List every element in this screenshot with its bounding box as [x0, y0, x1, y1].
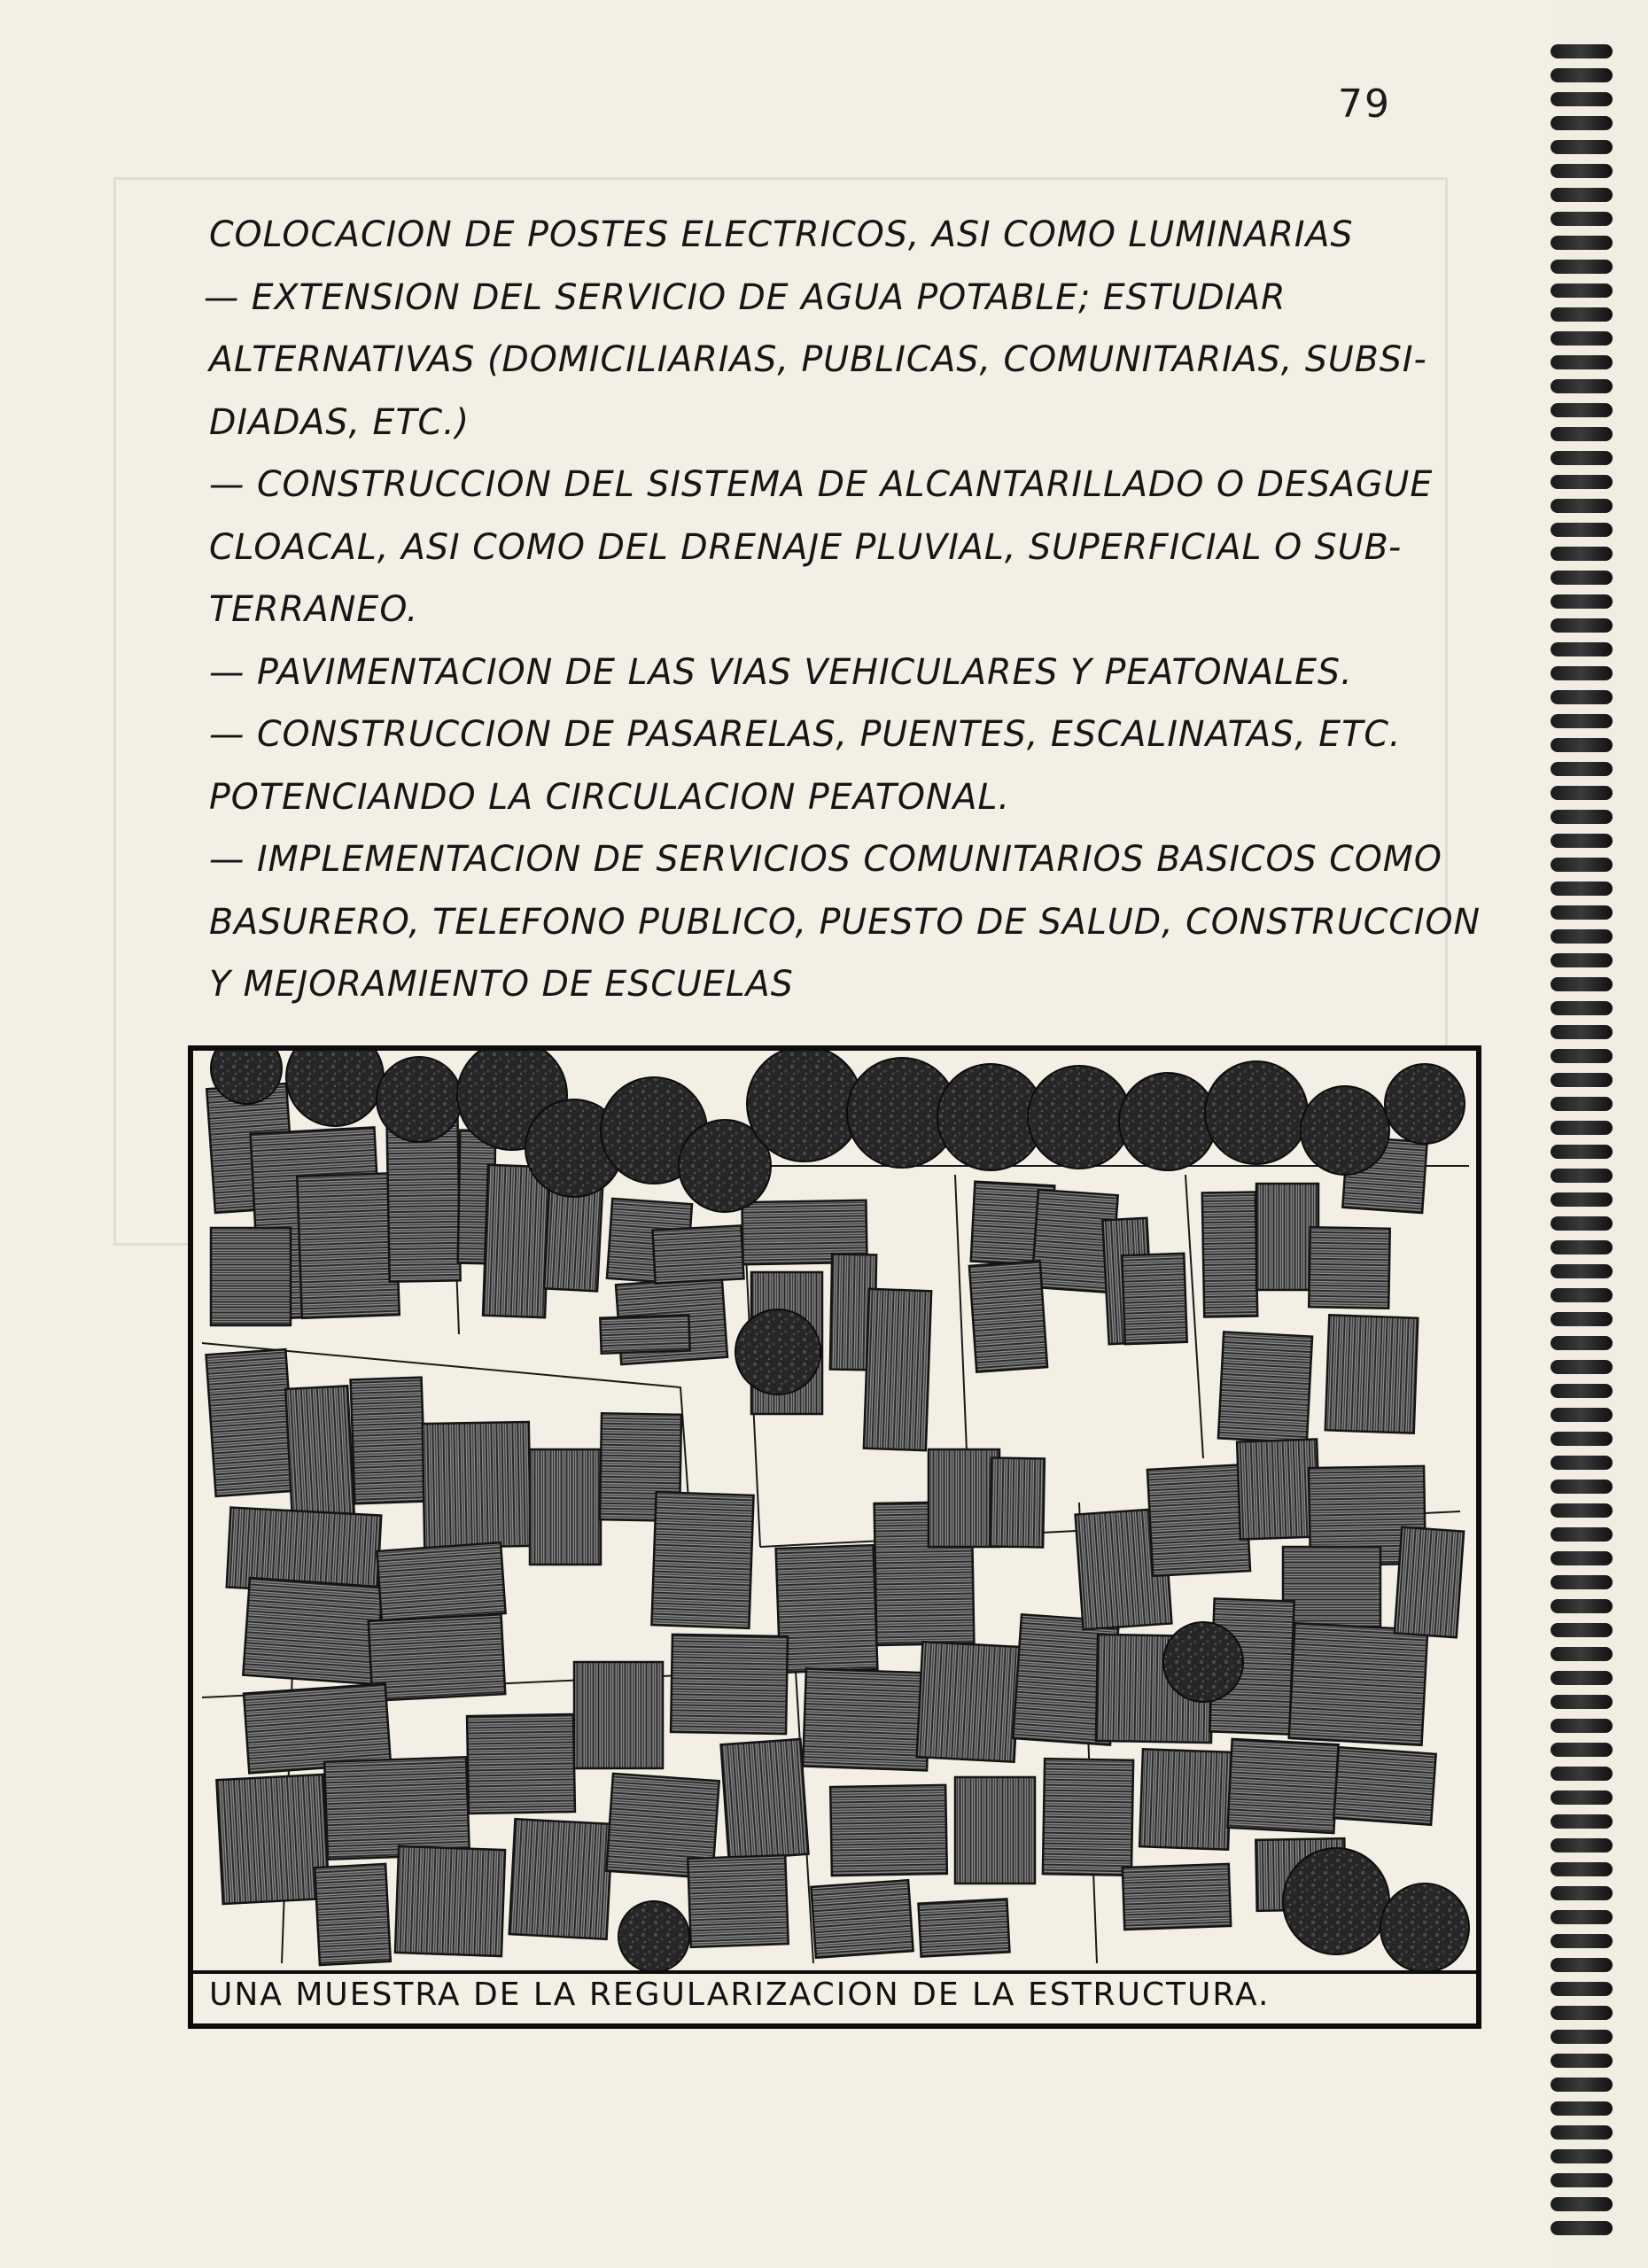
spiral-coil	[1551, 1958, 1613, 1972]
building-footprint	[600, 1315, 689, 1353]
spiral-coil	[1551, 1240, 1613, 1254]
tree-canopy	[735, 1309, 820, 1394]
building-footprint	[206, 1349, 296, 1496]
spiral-coil	[1551, 307, 1613, 322]
handwritten-text-block	[204, 204, 1556, 1016]
spiral-coil	[1551, 762, 1613, 776]
building-footprint	[243, 1578, 382, 1684]
building-footprint	[1237, 1439, 1320, 1539]
building-footprint	[351, 1378, 426, 1504]
spiral-coil	[1551, 140, 1613, 154]
building-footprint	[574, 1662, 663, 1768]
building-footprint	[530, 1449, 601, 1565]
spiral-coil	[1551, 1097, 1613, 1111]
spiral-coil	[1551, 1216, 1613, 1231]
spiral-coil	[1551, 44, 1613, 58]
spiral-coil	[1551, 2101, 1613, 2116]
spiral-coil	[1551, 786, 1613, 800]
spiral-coil	[1551, 1527, 1613, 1542]
spiral-coil	[1551, 1814, 1613, 1829]
building-footprint	[990, 1457, 1045, 1547]
spiral-coil	[1551, 1743, 1613, 1757]
building-footprint	[211, 1228, 291, 1325]
spiral-coil	[1551, 403, 1613, 417]
building-footprint	[1289, 1623, 1428, 1745]
text-line: — CONSTRUCCION DE PASARELAS, PUENTES, ESCALINATAS, ETC.	[209, 714, 1402, 755]
building-footprint	[1227, 1739, 1338, 1833]
spiral-coil	[1551, 1145, 1613, 1159]
spiral-coil	[1551, 714, 1613, 728]
spiral-coil	[1551, 594, 1613, 609]
text-line: COLOCACION DE POSTES ELECTRICOS, ASI COMO LUMINARIAS	[209, 214, 1354, 255]
text-line: DIADAS, ETC.)	[209, 401, 470, 443]
text-line: ALTERNATIVAS (DOMICILIARIAS, PUBLICAS, COMUNITARIAS, SUBSI-	[209, 339, 1427, 380]
tree-canopy	[1119, 1073, 1217, 1170]
building-footprint	[776, 1545, 878, 1673]
spiral-coil	[1551, 523, 1613, 537]
building-footprint	[395, 1846, 505, 1956]
spiral-coil	[1551, 2173, 1613, 2187]
spiral-coil	[1551, 1695, 1613, 1709]
building-footprint	[1395, 1527, 1464, 1638]
spiral-coil	[1551, 1121, 1613, 1135]
spiral-coil	[1551, 1862, 1613, 1876]
spiral-coil	[1551, 858, 1613, 872]
tree-canopy	[1028, 1066, 1131, 1169]
spiral-coil	[1551, 260, 1613, 274]
spiral-coil	[1551, 547, 1613, 561]
building-footprint	[423, 1422, 531, 1548]
street-line	[1185, 1175, 1203, 1458]
spiral-coil	[1551, 1288, 1613, 1302]
spiral-coil	[1551, 929, 1613, 944]
spiral-coil	[1551, 68, 1613, 82]
building-footprint	[1122, 1254, 1186, 1344]
building-footprint	[297, 1173, 400, 1318]
spiral-coil	[1551, 284, 1613, 298]
spiral-coil	[1551, 1360, 1613, 1374]
building-footprint	[369, 1614, 506, 1701]
spiral-coil	[1551, 1790, 1613, 1805]
spiral-coil	[1551, 642, 1613, 656]
spiral-coil	[1551, 571, 1613, 585]
spiral-coil	[1551, 1169, 1613, 1183]
building-footprint	[216, 1775, 329, 1904]
spiral-coil	[1551, 116, 1613, 130]
building-footprint	[811, 1880, 913, 1957]
building-footprints	[206, 1084, 1465, 1965]
building-footprint	[1333, 1747, 1435, 1824]
tree-canopy	[1385, 1064, 1465, 1144]
building-footprint	[688, 1855, 788, 1947]
tree-canopy	[1301, 1086, 1389, 1175]
spiral-coil	[1551, 1312, 1613, 1326]
spiral-coil	[1551, 1767, 1613, 1781]
building-footprint	[652, 1225, 743, 1283]
figure-caption: UNA MUESTRA DE LA REGULARIZACION DE LA ESTRUCTURA.	[209, 1977, 1271, 2013]
building-footprint	[671, 1635, 788, 1734]
tree-canopy	[1283, 1848, 1389, 1954]
spiral-coil	[1551, 1001, 1613, 1015]
spiral-binding	[1551, 35, 1621, 2250]
spiral-coil	[1551, 1432, 1613, 1446]
spiral-coil	[1551, 331, 1613, 346]
spiral-coil	[1551, 2030, 1613, 2044]
spiral-coil	[1551, 690, 1613, 704]
spiral-coil	[1551, 2078, 1613, 2092]
building-footprint	[1043, 1759, 1133, 1876]
text-line: POTENCIANDO LA CIRCULACION PEATONAL.	[209, 776, 1010, 818]
spiral-coil	[1551, 1336, 1613, 1350]
spiral-coil	[1551, 1982, 1613, 1996]
urban-block-plan	[193, 1051, 1476, 2023]
building-footprint	[377, 1542, 505, 1622]
text-line: — IMPLEMENTACION DE SERVICIOS COMUNITARIOS BASICOS COMO	[209, 839, 1442, 880]
building-footprint	[1283, 1547, 1380, 1627]
tree-canopy	[377, 1057, 462, 1142]
spiral-coil	[1551, 1049, 1613, 1063]
spiral-coil	[1551, 92, 1613, 106]
tree-canopy	[286, 1051, 384, 1126]
spiral-coil	[1551, 1886, 1613, 1900]
spiral-coil	[1551, 2149, 1613, 2163]
spiral-coil	[1551, 236, 1613, 250]
spiral-coil	[1551, 882, 1613, 896]
building-footprint	[483, 1165, 550, 1317]
spiral-coil	[1551, 1503, 1613, 1518]
building-footprint	[1218, 1332, 1312, 1442]
spiral-coil	[1551, 905, 1613, 920]
page-number: 79	[1338, 82, 1391, 127]
text-line: CLOACAL, ASI COMO DEL DRENAJE PLUVIAL, SUPERFICIAL O SUB-	[209, 526, 1403, 568]
building-footprint	[917, 1642, 1021, 1762]
building-footprint	[830, 1785, 947, 1876]
spiral-coil	[1551, 1073, 1613, 1087]
building-footprint	[864, 1289, 931, 1450]
building-footprint	[1202, 1192, 1257, 1317]
spiral-coil	[1551, 1384, 1613, 1398]
text-line: Y MEJORAMIENTO DE ESCUELAS	[209, 964, 794, 1005]
building-footprint	[1139, 1749, 1232, 1849]
spiral-coil	[1551, 2125, 1613, 2140]
building-footprint	[955, 1777, 1035, 1884]
spiral-coil	[1551, 2197, 1613, 2211]
building-footprint	[1325, 1315, 1418, 1433]
text-line: — CONSTRUCCION DEL SISTEMA DE ALCANTARILLADO O DESAGUE	[209, 464, 1434, 505]
spiral-coil	[1551, 834, 1613, 848]
text-line: — PAVIMENTACION DE LAS VIAS VEHICULARES Y PEATONALES.	[209, 651, 1353, 693]
spiral-coil	[1551, 1192, 1613, 1207]
building-footprint	[1309, 1227, 1390, 1309]
spiral-coil	[1551, 2054, 1613, 2068]
spiral-coil	[1551, 1480, 1613, 1494]
building-footprint	[721, 1739, 809, 1860]
spiral-coil	[1551, 1551, 1613, 1565]
spiral-coil	[1551, 1910, 1613, 1924]
tree-canopy	[1380, 1884, 1469, 1972]
building-footprint	[929, 1449, 999, 1547]
spiral-coil	[1551, 1934, 1613, 1948]
spiral-coil	[1551, 427, 1613, 441]
text-line: TERRANEO.	[209, 589, 419, 630]
spiral-coil	[1551, 666, 1613, 680]
spiral-coil	[1551, 1647, 1613, 1661]
building-footprint	[1147, 1464, 1250, 1576]
spiral-coil	[1551, 1671, 1613, 1685]
spiral-coil	[1551, 1599, 1613, 1613]
spiral-coil	[1551, 2006, 1613, 2020]
spiral-coil	[1551, 379, 1613, 393]
spiral-coil	[1551, 355, 1613, 369]
spiral-coil	[1551, 499, 1613, 513]
building-footprint	[315, 1864, 391, 1965]
spiral-coil	[1551, 1264, 1613, 1278]
building-footprint	[918, 1899, 1009, 1956]
tree-canopy	[1205, 1061, 1308, 1164]
spiral-coil	[1551, 2221, 1613, 2235]
tree-canopy	[1163, 1622, 1243, 1702]
building-footprint	[467, 1714, 575, 1814]
building-footprint	[651, 1492, 753, 1628]
urban-plan-figure	[188, 1045, 1481, 2029]
spiral-coil	[1551, 212, 1613, 226]
spiral-coil	[1551, 475, 1613, 489]
tree-canopy	[618, 1901, 689, 1972]
text-line: BASURERO, TELEFONO PUBLICO, PUESTO DE SALUD, CONSTRUCCION	[209, 901, 1481, 943]
building-footprint	[509, 1819, 613, 1939]
spiral-coil	[1551, 1575, 1613, 1589]
spiral-coil	[1551, 977, 1613, 991]
spiral-coil	[1551, 164, 1613, 178]
text-line: — EXTENSION DEL SERVICIO DE AGUA POTABLE; ESTUDIAR	[204, 276, 1287, 318]
building-footprint	[1123, 1864, 1231, 1930]
spiral-coil	[1551, 1025, 1613, 1039]
spiral-coil	[1551, 1456, 1613, 1470]
spiral-coil	[1551, 1719, 1613, 1733]
spiral-coil	[1551, 1838, 1613, 1852]
spiral-coil	[1551, 1408, 1613, 1422]
spiral-coil	[1551, 738, 1613, 752]
building-footprint	[803, 1669, 930, 1771]
spiral-coil	[1551, 1623, 1613, 1637]
spiral-coil	[1551, 188, 1613, 202]
building-footprint	[969, 1261, 1047, 1371]
spiral-coil	[1551, 451, 1613, 465]
tree-canopy	[747, 1051, 862, 1161]
spiral-coil	[1551, 953, 1613, 967]
building-footprint	[324, 1757, 470, 1860]
spiral-coil	[1551, 618, 1613, 633]
spiral-coil	[1551, 810, 1613, 824]
